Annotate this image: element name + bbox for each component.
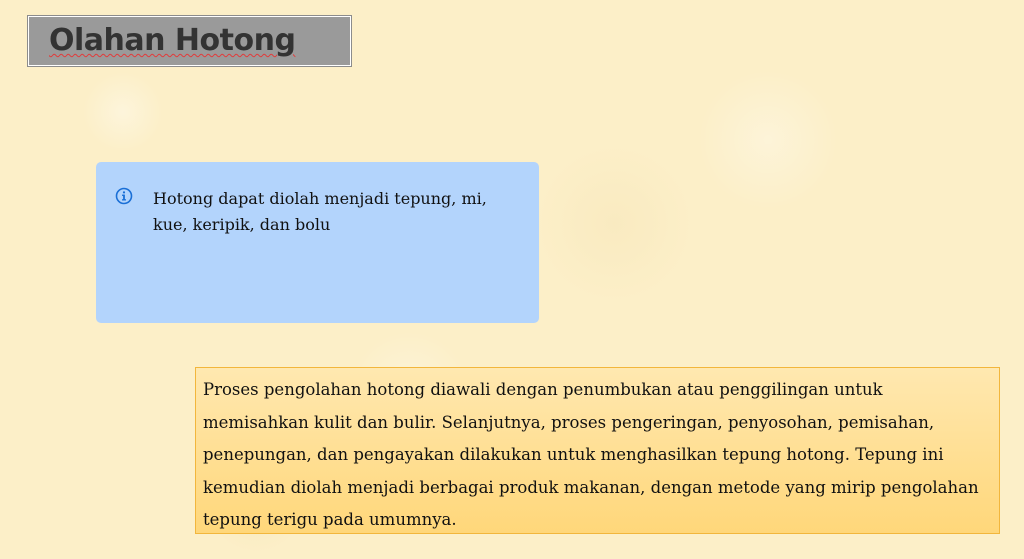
- title-box[interactable]: [28, 16, 351, 66]
- description-text: Proses pengolahan hotong diawali dengan penumbukan atau penggilingan untuk memisahkan kulit dan bulir. Selanjutnya, proses pengeringan, penyosohan, pemisahan, penepungan, dan pengayakan dilakukan untuk menghasilkan tepung hotong. Tepung ini kemudian diolah menjadi berbagai produk makanan, dengan metode yang mirip pengolahan tepung terigu pada umumnya.: [203, 380, 979, 529]
- page-title: Olahan Hotong: [49, 23, 296, 58]
- info-icon: [115, 187, 133, 205]
- info-callout-text: Hotong dapat diolah menjadi tepung, mi, kue, keripik, dan bolu: [153, 189, 487, 234]
- description-box[interactable]: [195, 367, 1000, 534]
- info-callout[interactable]: [96, 162, 539, 323]
